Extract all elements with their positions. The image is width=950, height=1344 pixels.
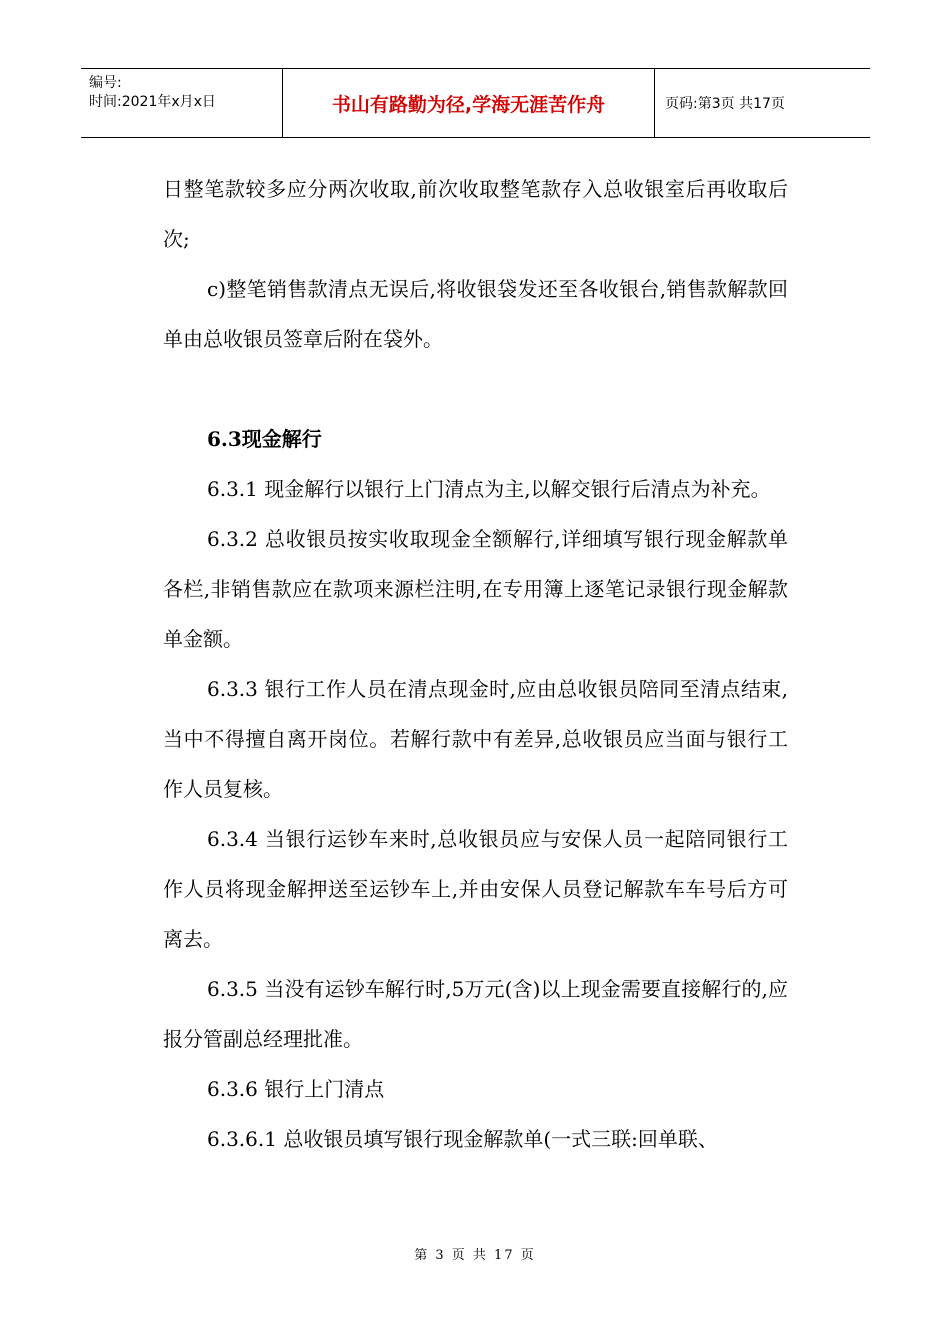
- subsection-heading: 6.3.6 银行上门清点: [207, 1077, 385, 1101]
- section-heading: 6.3现金解行: [207, 427, 322, 451]
- document-number-label: 编号:: [89, 75, 122, 91]
- document-time-label: 时间:2021年x月x日: [89, 94, 216, 110]
- document-header: [81, 68, 870, 138]
- body-paragraph: 6.3.2 总收银员按实收取现金全额解行,详细填写银行现金解款单各栏,非销售款应在款项来源栏注明,在专用簿上逐笔记录银行现金解款单金额。: [163, 527, 788, 651]
- body-paragraph: 6.3.3 银行工作人员在清点现金时,应由总收银员陪同至清点结束,当中不得擅自离开岗位。若解行款中有差异,总收银员应当面与银行工作人员复核。: [163, 677, 788, 801]
- body-paragraph: 6.3.4 当银行运钞车来时,总收银员应与安保人员一起陪同银行工作人员将现金解押送至运钞车上,并由安保人员登记解款车车号后方可离去。: [163, 827, 788, 951]
- body-paragraph: c)整笔销售款清点无误后,将收银袋发还至各收银台,销售款解款回单由总收银员签章后附在袋外。: [163, 277, 788, 351]
- paragraph-spacer: [163, 364, 788, 414]
- document-body: [163, 164, 788, 1164]
- body-paragraph: 6.3.1 现金解行以银行上门清点为主,以解交银行后清点为补充。: [207, 477, 771, 501]
- page-footer: 第 3 页 共 17 页: [414, 1248, 536, 1263]
- body-paragraph: 6.3.6.1 总收银员填写银行现金解款单(一式三联:回单联、: [207, 1127, 718, 1151]
- header-meta: [81, 69, 283, 137]
- header-motto: 书山有路勤为径,学海无涯苦作舟: [283, 69, 655, 137]
- body-paragraph: 6.3.5 当没有运钞车解行时,5万元(含)以上现金需要直接解行的,应报分管副总经理批准。: [163, 977, 788, 1051]
- body-paragraph: 日整笔款较多应分两次收取,前次收取整笔款存入总收银室后再收取后次;: [163, 177, 788, 251]
- header-page-code: 页码:第3页 共17页: [665, 96, 785, 112]
